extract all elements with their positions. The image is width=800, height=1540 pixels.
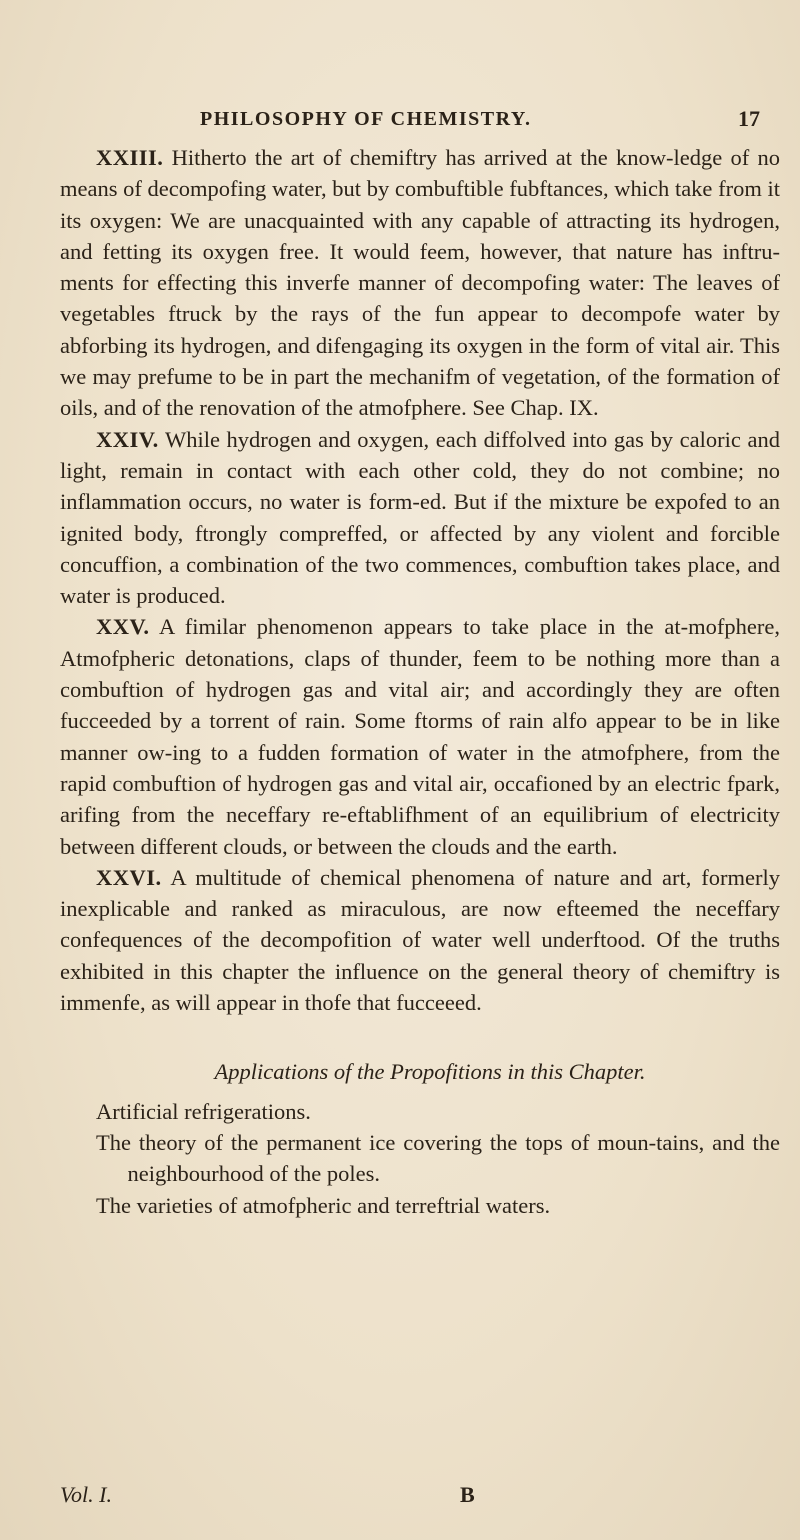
applications-heading: Applications of the Propofitions in this Chapter. <box>214 1059 646 1085</box>
running-head: PHILOSOPHY OF CHEMISTRY. <box>200 108 532 130</box>
paragraph-number: XXIII. <box>96 145 164 170</box>
paragraph-xxv <box>60 611 780 861</box>
list-item: Artificial refrigerations. <box>96 1098 311 1124</box>
paragraph-number: XXVI. <box>96 864 162 890</box>
list-item: The varieties of atmofpheric and terreftrial waters. <box>96 1192 551 1218</box>
volume-label: Vol. I. <box>60 1482 112 1507</box>
paragraph-text: A multitude of chemical phenomena of nature and art, formerly inexplicable and ranked as miraculous, are now efteemed the neceffary confequences of the decompofition of water well underftood. Of the truths exhibited in this chapter the influence on the general theory of chemiftry is immenfe, as will appear in thofe that fucceeed. <box>60 864 780 1016</box>
applications-list <box>60 1096 780 1221</box>
page-header <box>200 108 760 138</box>
paragraph-xxvi <box>60 862 780 1018</box>
paragraph-number: XXV. <box>96 614 150 640</box>
paragraph-text: While hydrogen and oxygen, each diffolved into gas by caloric and light, remain in contact with each other cold, they do not combine; no inflammation occurs, no water is form-ed. But if the mixture be expofed to an ignited body, ftrongly compreffed, or affected by any violent and forcible concuffion, a combination of the two commences, combuftion takes place, and water is produced. <box>60 426 780 609</box>
page-footer <box>60 1482 560 1514</box>
signature-mark: B <box>460 1482 475 1507</box>
paragraph-text: A fimilar phenomenon appears to take place in the at-mofphere, Atmofpheric detonations, claps of thunder, feem to be nothing more than a combuftion of hydrogen gas and vital air; and accordingly they are often fucceeded by a torrent of rain. Some ftorms of rain alfo appear to be in like manner ow-ing to a fudden formation of water in the atmofphere, from the rapid combuftion of hydrogen gas and vital air, occafioned by an electric fpark, arifing from the neceffary re-eftablifhment of an equilibrium of electricity between different clouds, or between the clouds and the earth. <box>60 614 780 859</box>
body-text <box>60 142 780 1221</box>
paragraph-text: Hitherto the art of chemiftry has arrived at the know-ledge of no means of decompofing water, but by combuftible fubftances, which take from it its oxygen: We are unacquainted with any capable of attracting its hydrogen, and fetting its oxygen free. It would feem, however, that nature has inftru-ments for effecting this inverfe manner of decompofing water: The leaves of vegetables ftruck by the rays of the fun appear to decompofe water by abforbing its hydrogen, and difengaging its oxygen in the form of vital air. This we may prefume to be in part the mechanifm of vegetation, of the formation of oils, and of the renovation of the atmofphere. See Chap. IX. <box>60 145 780 421</box>
page-number: 17 <box>738 106 760 131</box>
paragraph-xxiv <box>60 424 780 612</box>
paragraph-number: XXIV. <box>96 426 159 452</box>
list-item: The theory of the permanent ice covering the tops of moun-tains, and the neighbourhood of the poles. <box>96 1129 780 1187</box>
paragraph-xxiii <box>60 142 780 424</box>
